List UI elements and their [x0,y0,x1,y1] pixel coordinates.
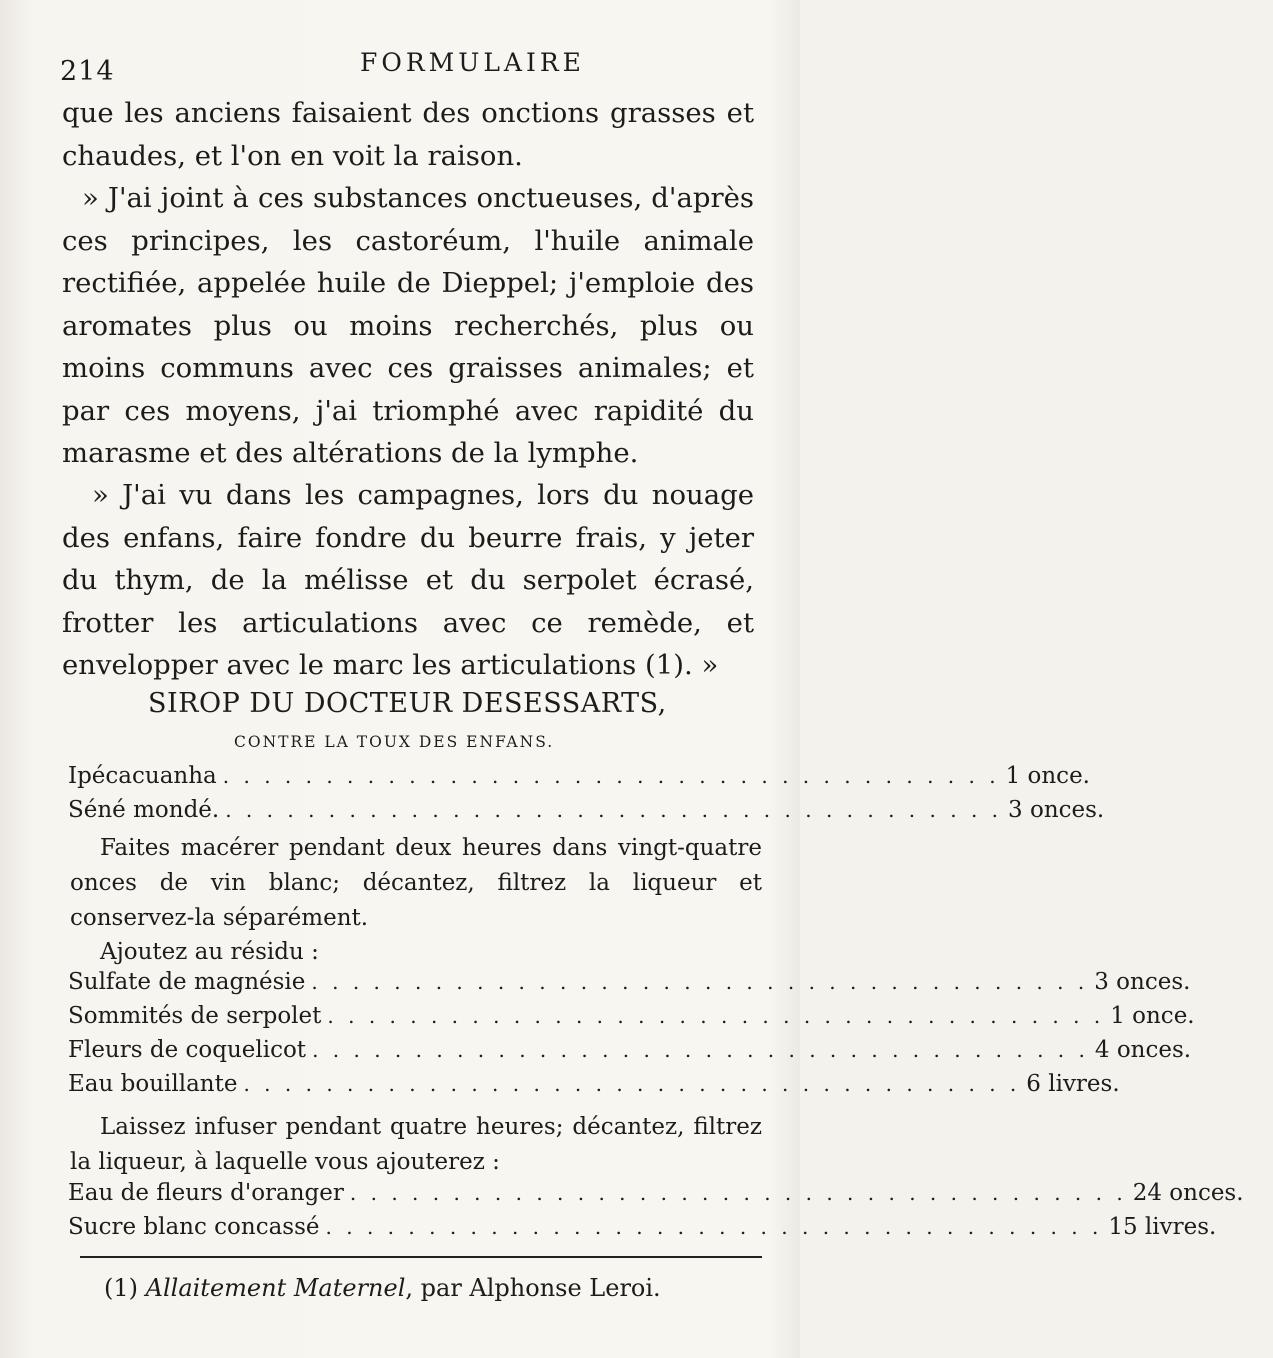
ingredient-name: Fleurs de coquelicot [68,1037,307,1063]
ingredient-row [68,1071,1120,1105]
paragraph-3: » J'ai vu dans les campagnes, lors du nouage des enfans, faire fondre du beurre frais, y jeter du thym, de la mélisse et du serpolet écrasé, frotter les articulations avec ce remède, et envelopper avec le marc les articulations (1). » [62,479,754,681]
page-number: 214 [60,56,115,87]
ingredient-name: Sucre blanc concassé [68,1214,320,1240]
footnote [104,1274,744,1302]
ingredient-list-2 [68,969,1195,1105]
ingredient-name: Eau de fleurs d'oranger [68,1180,344,1206]
ingredient-row [68,969,1191,1003]
ingredient-quantity: 4 onces. [1094,1037,1192,1063]
instruction-3: Laissez infuser pendant quatre heures; décantez, filtrez la liqueur, à laquelle vous ajouterez : [70,1114,762,1175]
leader-dots: . . . . . . . . . . . . . . . . . . . . . . . . . . . . . . . . . . . . . . [327,1004,1105,1028]
ingredient-quantity: 15 livres. [1108,1214,1217,1240]
instruction-2: Ajoutez au résidu : [100,939,319,965]
ingredient-row [68,797,1105,831]
ingredient-list-3 [68,1180,1244,1248]
ingredient-name: Eau bouillante [68,1071,238,1097]
ingredient-quantity: 3 onces. [1008,797,1105,823]
leader-dots: . . . . . . . . . . . . . . . . . . . . . . . . . . . . . . . . . . . . . . [311,970,1089,994]
leader-dots: . . . . . . . . . . . . . . . . . . . . . . . . . . . . . . . . . . . . . . [349,1181,1127,1205]
leader-dots: . . . . . . . . . . . . . . . . . . . . . . . . . . . . . . . . . . . . . . [325,1215,1103,1239]
running-title: FORMULAIRE [360,48,585,77]
footnote-text: , par Alphonse Leroi. [405,1274,661,1302]
ingredient-row [68,1037,1192,1071]
recipe-subtitle: CONTRE LA TOUX DES ENFANS. [234,733,555,751]
ingredient-quantity: 3 onces. [1094,969,1191,995]
ingredient-row [68,1180,1244,1214]
ingredient-row [68,763,1090,797]
leader-dots: . . . . . . . . . . . . . . . . . . . . . . . . . . . . . . . . . . . . . . [243,1072,1021,1096]
ingredient-list-1 [68,763,1105,831]
recipe-title: SIROP DU DOCTEUR DESESSARTS, [148,688,667,719]
paragraph-1: que les anciens faisaient des onctions grasses et chaudes, et l'on en voit la raison. [62,97,754,172]
page-header [60,46,760,86]
ingredient-quantity: 1 once. [1005,763,1090,789]
ingredient-name: Séné mondé. [68,797,220,823]
footnote-marker: (1) [104,1274,138,1302]
footnote-title: Allaitement Maternel [145,1274,406,1302]
instruction-1: Faites macérer pendant deux heures dans vingt-quatre onces de vin blanc; décantez, filtrez la liqueur et conservez-la séparément. [70,835,762,931]
ingredient-name: Sulfate de magnésie [68,969,306,995]
leader-dots: . . . . . . . . . . . . . . . . . . . . . . . . . . . . . . . . . . . . . . [222,764,1000,788]
ingredient-quantity: 6 livres. [1026,1071,1120,1097]
paragraph-2: » J'ai joint à ces substances onctueuses, d'après ces principes, les castoréum, l'huile animale rectifiée, appelée huile de Dieppel; j'emploie des aromates plus ou moins recherchés, plus ou moins communs avec ces graisses animales; et par ces moyens, j'ai triomphé avec rapidité du marasme et des altérations de la lymphe. [62,182,754,469]
leader-dots: . . . . . . . . . . . . . . . . . . . . . . . . . . . . . . . . . . . . . . [312,1038,1089,1062]
leader-dots: . . . . . . . . . . . . . . . . . . . . . . . . . . . . . . . . . . . . . . [225,798,1003,822]
ingredient-name: Ipécacuanha [68,763,217,789]
ingredient-row [68,1214,1217,1248]
footnote-divider [80,1256,762,1258]
ingredient-row [68,1003,1195,1037]
ingredient-quantity: 1 once. [1110,1003,1195,1029]
ingredient-quantity: 24 onces. [1132,1180,1244,1206]
ingredient-name: Sommités de serpolet [68,1003,322,1029]
